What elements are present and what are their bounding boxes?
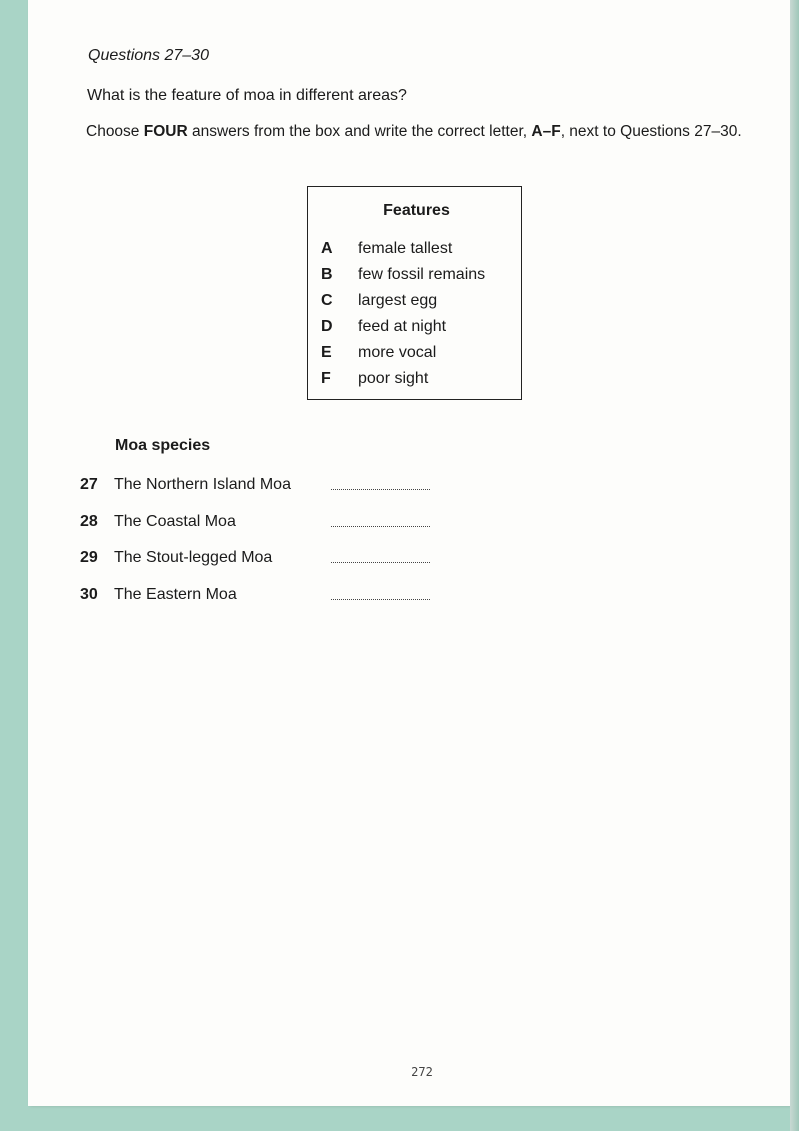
answer-blank-27[interactable] — [331, 489, 430, 490]
feature-text: feed at night — [358, 318, 447, 335]
feature-letter: B — [321, 266, 333, 283]
question-row-30 — [80, 586, 460, 608]
answer-blank-29[interactable] — [331, 562, 430, 563]
species-heading: Moa species — [115, 437, 211, 454]
feature-text: largest egg — [358, 292, 438, 309]
species-name: The Northern Island Moa — [114, 476, 291, 493]
feature-item-b — [321, 266, 485, 288]
instruction-letter-range: A–F — [531, 123, 561, 140]
instruction-after: , next to Questions 27–30. — [560, 123, 742, 140]
feature-item-a — [321, 240, 452, 262]
instruction-middle: answers from the box and write the correct letter, — [187, 123, 532, 140]
feature-text: female tallest — [358, 240, 453, 257]
question-number: 27 — [80, 476, 98, 493]
question-number: 28 — [80, 513, 98, 530]
question-row-29 — [80, 549, 460, 571]
question-row-28 — [80, 513, 460, 535]
answer-blank-30[interactable] — [331, 599, 430, 600]
questions-range: Questions 27–30 — [88, 47, 209, 64]
answer-blank-28[interactable] — [331, 526, 430, 527]
feature-letter: D — [321, 318, 333, 335]
document-page — [28, 0, 790, 1106]
instruction-count: FOUR — [143, 123, 188, 140]
feature-text: more vocal — [358, 344, 437, 361]
species-name: The Stout-legged Moa — [114, 549, 273, 566]
question-row-27 — [80, 476, 460, 498]
feature-letter: F — [321, 370, 331, 387]
features-title: Features — [383, 202, 450, 219]
feature-item-e — [321, 344, 436, 366]
feature-letter: A — [321, 240, 333, 257]
feature-letter: E — [321, 344, 332, 361]
question-text: What is the feature of moa in different areas? — [87, 87, 407, 104]
question-number: 29 — [80, 549, 98, 566]
species-name: The Eastern Moa — [114, 586, 237, 603]
feature-item-c — [321, 292, 437, 314]
instruction-before: Choose — [86, 123, 144, 140]
question-number: 30 — [80, 586, 98, 603]
feature-text: poor sight — [358, 370, 429, 387]
feature-letter: C — [321, 292, 333, 309]
page-number: 272 — [411, 1065, 433, 1079]
species-name: The Coastal Moa — [114, 513, 236, 530]
instruction-text — [86, 123, 742, 141]
feature-item-d — [321, 318, 446, 340]
feature-item-f — [321, 370, 428, 392]
features-box — [307, 186, 522, 400]
page-edge — [790, 0, 799, 1131]
feature-text: few fossil remains — [358, 266, 486, 283]
